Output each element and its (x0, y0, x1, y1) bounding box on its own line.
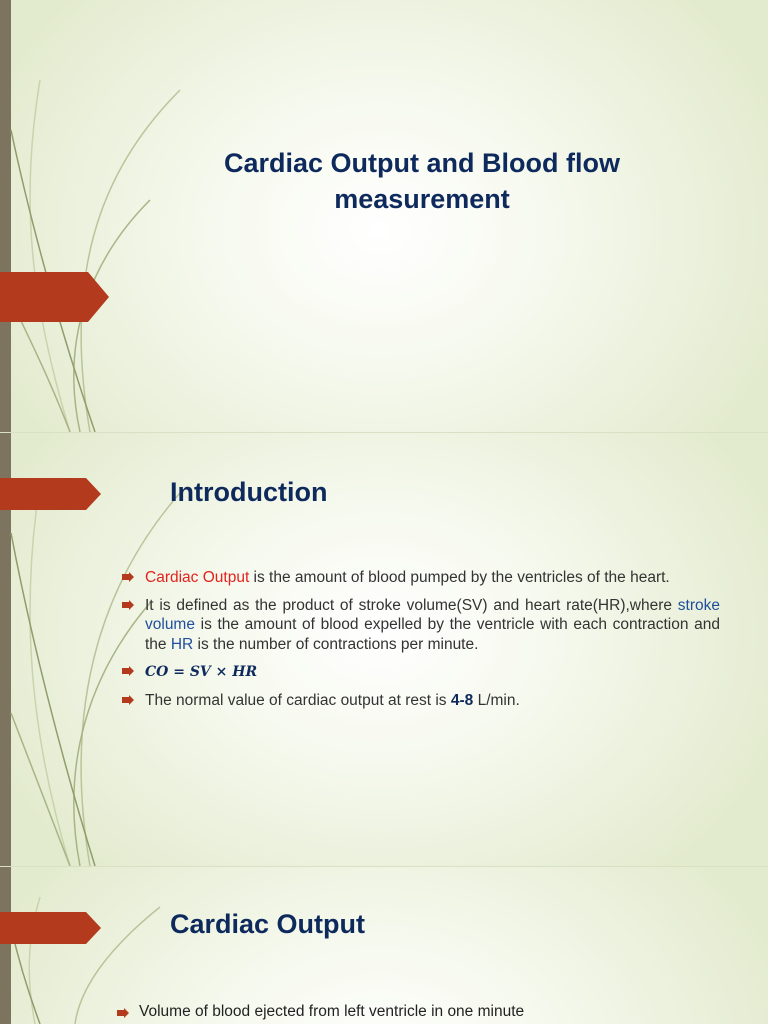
slide-title: Cardiac Output and Blood flow measurement (224, 148, 620, 214)
bullet-text: It is defined as the product of stroke volume(SV) and heart rate(HR),where (145, 596, 678, 614)
bullet-text: is the number of contractions per minute. (193, 635, 479, 653)
formula: CO = SV × HR (145, 664, 258, 680)
bullet-text: is the amount of blood expelled by the ventricle with each contraction and the (145, 616, 720, 653)
slide-heading: Cardiac Output (170, 909, 366, 939)
bullet-text: Volume of blood ejected from left ventricle in one minute (139, 1003, 525, 1020)
accent-tab (0, 912, 102, 944)
arrow-bullet-icon (122, 572, 134, 582)
slide-heading: Introduction (170, 477, 328, 507)
term-stroke-volume: stroke volume (145, 596, 720, 633)
normal-value: 4-8 (450, 691, 474, 709)
arrow-bullet-icon (122, 666, 134, 676)
cardiac-output-slide (0, 867, 768, 1024)
list-item (122, 568, 720, 588)
intro-bullet-list (122, 568, 720, 718)
list-item (117, 1003, 524, 1021)
term-hr: HR (170, 635, 194, 653)
term-cardiac-output: Cardiac Output (145, 569, 250, 586)
bullet-text: The normal value of cardiac output at rest is (145, 691, 451, 709)
list-item (122, 691, 720, 711)
title-slide (0, 0, 768, 432)
arrow-bullet-icon (117, 1008, 129, 1018)
arrow-bullet-icon (122, 600, 134, 610)
list-item (122, 662, 720, 683)
unit-text: L/min. (473, 691, 520, 709)
bullet-text: is the amount of blood pumped by the ventricles of the heart. (249, 569, 670, 586)
accent-tab (0, 478, 102, 510)
arrow-bullet-icon (122, 695, 134, 705)
accent-tab (0, 272, 110, 322)
list-item (122, 596, 720, 655)
decorative-curves (0, 867, 200, 1024)
